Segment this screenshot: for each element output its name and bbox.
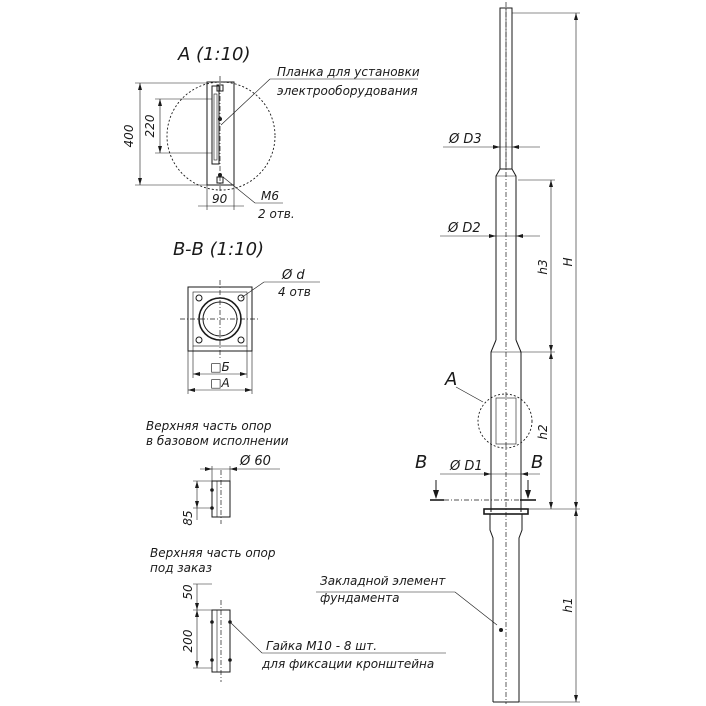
fixing-hole-icon bbox=[210, 506, 214, 510]
arrow-icon bbox=[193, 372, 200, 376]
dim-d1-label: Ø D1 bbox=[450, 459, 483, 474]
dim-h2-label: h2 bbox=[536, 424, 550, 440]
nut-icon bbox=[210, 620, 214, 624]
nut-leader bbox=[230, 622, 262, 653]
top-base-view bbox=[146, 419, 289, 526]
top-base-caption-line2: в базовом исполнении bbox=[146, 434, 289, 448]
arrow-icon bbox=[521, 472, 528, 476]
arrow-icon bbox=[195, 501, 199, 508]
pole-low-right bbox=[516, 340, 521, 512]
arrow-icon bbox=[188, 388, 195, 392]
top-custom-caption-line1: Верхняя часть опор bbox=[150, 546, 276, 560]
dim-85-label: 85 bbox=[181, 510, 195, 526]
mounting-plate bbox=[207, 82, 234, 185]
view-a-leader bbox=[456, 387, 483, 402]
embed-leader bbox=[455, 592, 497, 625]
top-base-caption-line1: Верхняя часть опор bbox=[146, 419, 272, 433]
dim-h1-label: h1 bbox=[561, 597, 575, 613]
arrow-icon bbox=[195, 610, 199, 617]
dim-d3-label: Ø D3 bbox=[449, 132, 482, 147]
embed-callout-line2: фундамента bbox=[320, 591, 400, 605]
nut-icon bbox=[210, 658, 214, 662]
top-custom-view bbox=[150, 546, 446, 682]
arrow-icon bbox=[433, 490, 439, 499]
arrow-icon bbox=[138, 83, 142, 90]
plate-callout-line2: электрооборудования bbox=[277, 84, 418, 98]
arrow-icon bbox=[240, 372, 247, 376]
dim-h3-label: h3 bbox=[536, 259, 550, 275]
arrow-icon bbox=[574, 695, 578, 702]
arrow-icon bbox=[574, 13, 578, 20]
section-bb-view bbox=[173, 239, 320, 394]
hole-callout-line1: Ø d bbox=[282, 268, 305, 283]
arrow-icon bbox=[574, 502, 578, 509]
arrow-icon bbox=[549, 180, 553, 187]
arrow-icon bbox=[549, 502, 553, 509]
arrow-icon bbox=[484, 472, 491, 476]
plate-slot-inner bbox=[214, 94, 217, 160]
plate-slot bbox=[212, 86, 219, 164]
section-label-right: B bbox=[531, 452, 544, 473]
pole-low-left bbox=[491, 340, 496, 512]
pole-mid-left bbox=[496, 169, 500, 340]
dim-a-label: □A bbox=[210, 376, 230, 390]
arrow-icon bbox=[493, 145, 500, 149]
section-label-left: B bbox=[415, 452, 428, 473]
hole-callout-line2: 4 отв bbox=[278, 285, 311, 299]
anchor-hole-icon bbox=[196, 295, 202, 301]
arrow-icon bbox=[158, 146, 162, 153]
arrow-icon bbox=[195, 661, 199, 668]
embed-right bbox=[519, 514, 522, 702]
dim-200-label: 200 bbox=[181, 629, 195, 653]
anchor-hole-icon bbox=[196, 337, 202, 343]
anchor-hole-icon bbox=[238, 337, 244, 343]
arrow-icon bbox=[516, 234, 523, 238]
nut-callout-line2: для фиксации кронштейна bbox=[262, 657, 435, 671]
top-custom-caption-line2: под заказ bbox=[150, 561, 213, 575]
nut-icon bbox=[228, 658, 232, 662]
dim-400-label: 400 bbox=[122, 124, 136, 148]
arrow-icon bbox=[489, 234, 496, 238]
nut-callout-line1: Гайка M10 - 8 шт. bbox=[266, 639, 378, 653]
dim-60-label: Ø 60 bbox=[240, 454, 271, 469]
detail-a-view bbox=[122, 44, 420, 221]
pole-mid-right bbox=[512, 169, 516, 340]
arrow-icon bbox=[549, 345, 553, 352]
fixing-hole-icon bbox=[210, 488, 214, 492]
arrow-icon bbox=[195, 481, 199, 488]
arrow-icon bbox=[230, 467, 237, 471]
section-bb-title: B-B (1:10) bbox=[173, 239, 265, 260]
arrow-icon bbox=[195, 603, 199, 610]
arrow-icon bbox=[512, 145, 519, 149]
arrow-icon bbox=[138, 178, 142, 185]
dim-d2-label: Ø D2 bbox=[448, 221, 481, 236]
bolt-hole-top-icon bbox=[218, 117, 222, 121]
bolt-callout-line1: M6 bbox=[261, 189, 279, 203]
ground-terminal-icon bbox=[499, 628, 503, 632]
arrow-icon bbox=[525, 490, 531, 499]
plate-callout-line1: Планка для установки bbox=[277, 65, 420, 79]
view-a-label: A bbox=[445, 369, 458, 390]
dim-b-label: □Б bbox=[210, 360, 230, 374]
bolt-hole-bottom-icon bbox=[218, 173, 222, 177]
dim-h-label: H bbox=[561, 257, 575, 267]
arrow-icon bbox=[245, 388, 252, 392]
dim-90-label: 90 bbox=[212, 192, 228, 206]
arrow-icon bbox=[205, 467, 212, 471]
arrow-icon bbox=[574, 509, 578, 516]
bolt-callout-line2: 2 отв. bbox=[258, 207, 295, 221]
detail-a-title: A (1:10) bbox=[178, 44, 251, 65]
dim-50-label: 50 bbox=[181, 584, 195, 600]
dim-220-label: 220 bbox=[143, 114, 157, 138]
arrow-icon bbox=[549, 352, 553, 359]
arrow-icon bbox=[158, 99, 162, 106]
view-a-marker-circle bbox=[478, 394, 532, 448]
embed-left bbox=[490, 514, 493, 702]
embed-callout-line1: Закладной элемент bbox=[320, 574, 446, 588]
pole-view bbox=[316, 2, 580, 704]
